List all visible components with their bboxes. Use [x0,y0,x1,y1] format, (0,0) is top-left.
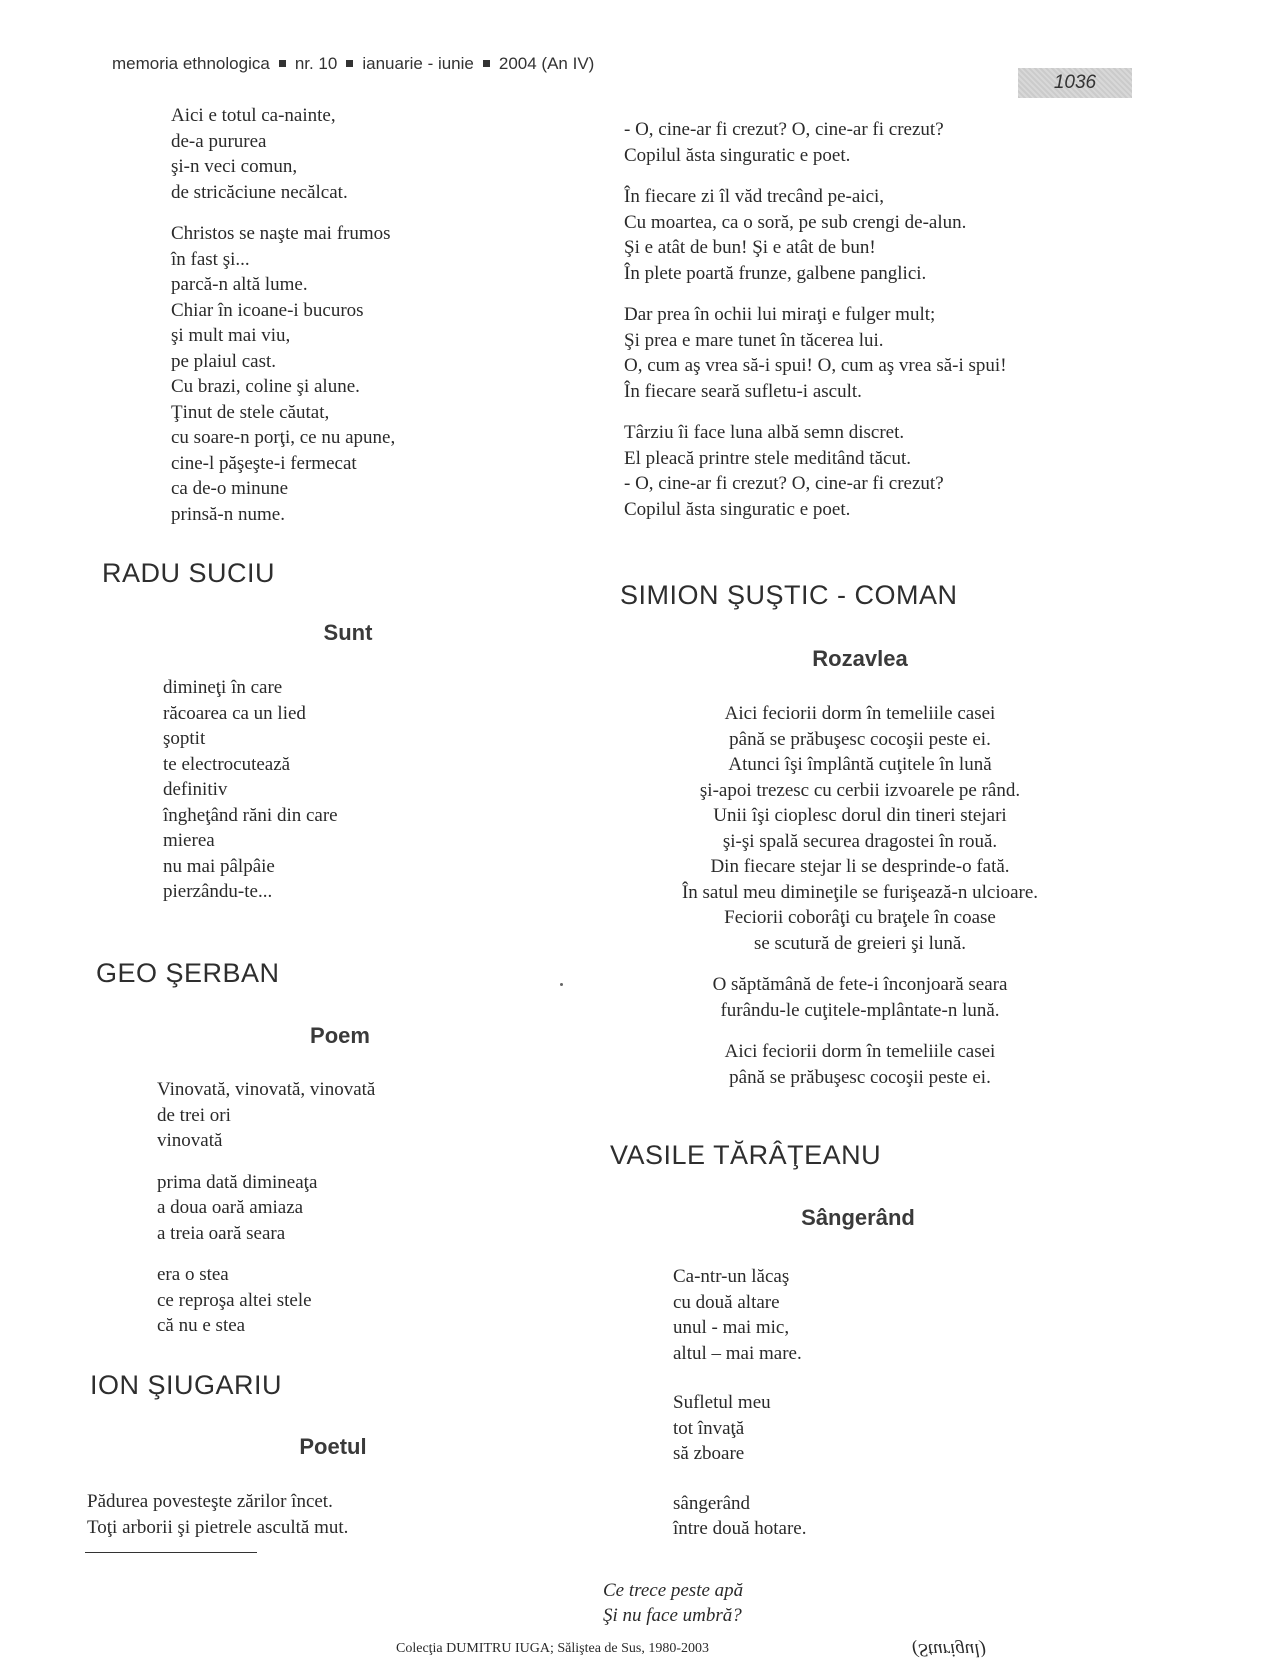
poem-continuation-right [624,117,1007,522]
verse-line: prima dată dimineaţa [157,1171,318,1193]
verse-line: unul - mai mic, [673,1317,790,1338]
riddle-line: Ce trece peste apă [603,1580,744,1601]
verse-line: era o stea [157,1264,229,1285]
issue-period: ianuarie - iunie [362,54,474,73]
verse-line: - O, cine-ar fi crezut? O, cine-ar fi crezut? [624,473,944,494]
verse-line: Cu brazi, coline şi alune. [171,376,360,397]
verse-line: a treia oară seara [157,1222,286,1244]
verse-line: Christos se naşte mai frumos [171,223,391,244]
verse-line: În fiecare seară sufletu-i ascult. [624,380,862,402]
verse-line: de stricăciune necălcat. [171,181,348,203]
verse-line: Unii îşi cioplesc dorul din tineri stejari [713,805,1007,826]
verse-line: de trei ori [157,1104,231,1126]
verse-line: Aici e totul ca-nainte, [171,105,336,126]
poem-body [157,1077,375,1339]
verse-line: Feciorii coborâţi cu braţele în coase [724,907,996,928]
verse-line: cine-l păşeşte-i fermecat [171,452,357,474]
poem-body [600,701,1120,1090]
divider [85,1552,257,1553]
collection-credit: Colecţia DUMITRU IUGA; Săliştea de Sus, 1980-2003 [396,1641,710,1656]
poem-title: Sângerând [801,1205,915,1230]
poem-title: Poem [310,1023,370,1048]
journal-name: memoria ethnologica [112,54,270,73]
separator-square-icon [483,60,490,67]
riddle-line: Şi nu face umbră? [603,1605,742,1626]
verse-line: se scutură de greieri şi lună. [753,932,967,954]
verse-line: şi-şi spală securea dragostei în rouă. [722,830,998,852]
verse-line: în fast şi... [171,248,250,270]
verse-line: şi-apoi trezesc cu cerbii izvoarele pe rând. [699,779,1021,801]
verse-line: între două hotare. [673,1518,807,1539]
verse-line: Târziu îi face luna albă semn discret. [624,422,905,443]
verse-line: tot învaţă [673,1417,745,1439]
author-name: SIMION ŞUŞTIC - COMAN [620,580,958,610]
verse-line: Aici feciorii dorm în temeliile casei [724,1041,996,1062]
issue-number: nr. 10 [294,54,338,73]
verse-line: că nu e stea [157,1315,246,1336]
verse-line: Chiar în icoane-i bucuros [171,299,364,321]
verse-line: ca de-o minune [171,478,289,499]
verse-line: Dar prea în ochii lui miraţi e fulger mult; [624,304,936,325]
verse-line: prinsă-n nume. [171,503,285,525]
verse-line: furându-le cuţitele-mplântate-n lună. [720,999,1000,1021]
verse-line: Toţi arborii şi pietrele ascultă mut. [87,1516,349,1538]
verse-line: îngheţând răni din care [163,804,338,826]
verse-line: şi mult mai viu, [171,325,291,346]
verse-line: şi-n veci comun, [171,156,298,177]
verse-line: parcă-n altă lume. [171,274,308,295]
verse-line: El pleacă printre stele meditând tăcut. [624,447,911,469]
verse-line: ce reproşa altei stele [157,1289,312,1311]
poem-body [163,675,338,905]
verse-line: să zboare [673,1443,745,1464]
separator-square-icon [346,60,353,67]
poem-title: Sunt [323,620,373,645]
verse-line: În plete poartă frunze, galbene panglici. [624,262,927,284]
verse-line: În satul meu dimineţile se furişează-n ulcioare. [681,881,1039,903]
separator-square-icon [279,60,286,67]
verse-line: până se prăbuşesc cocoşii peste ei. [729,1066,991,1088]
verse-line: Ca-ntr-un lăcaş [673,1266,790,1287]
verse-line: până se prăbuşesc cocoşii peste ei. [729,728,991,750]
verse-line: Sufletul meu [673,1392,771,1413]
verse-line: cu două altare [673,1291,780,1313]
verse-line: Aici feciorii dorm în temeliile casei [724,703,996,724]
poem-title: Rozavlea [812,646,908,671]
page-number: 1036 [1018,68,1132,98]
verse-line: Copilul ăsta singuratic e poet. [624,498,851,520]
verse-line: răcoarea ca un lied [163,702,306,724]
verse-line: vinovată [157,1130,223,1151]
verse-line: Vinovată, vinovată, vinovată [157,1079,376,1100]
verse-line: Pădurea povesteşte zărilor încet. [87,1491,333,1512]
verse-line: nu mai pâlpâie [163,855,275,877]
riddle [603,1578,743,1628]
verse-line: O săptămână de fete-i înconjoară seara [712,974,1008,995]
poem-body [87,1489,348,1540]
author-name: GEO ŞERBAN [96,958,280,988]
verse-line: altul – mai mare. [673,1342,802,1364]
verse-line: pierzându-te... [163,881,273,902]
author-name: RADU SUCIU [102,558,276,588]
poem-continuation-left [171,103,395,527]
verse-line: dimineţi în care [163,677,283,698]
verse-line: O, cum aş vrea să-i spui! O, cum aş vrea să-i spui! [624,355,1007,376]
verse-line: În fiecare zi îl văd trecând pe-aici, [624,186,885,207]
verse-line: pe plaiul cast. [171,350,276,372]
author-name: VASILE TĂRÂŢEANU [610,1140,882,1170]
verse-line: sângerând [673,1492,751,1514]
poem-body [673,1264,806,1542]
issue-year: 2004 (An IV) [498,54,595,73]
verse-line: - O, cine-ar fi crezut? O, cine-ar fi crezut? [624,119,944,140]
verse-line: şoptit [163,728,206,749]
speck [560,983,563,986]
verse-line: Ţinut de stele căutat, [171,401,330,423]
verse-line: definitiv [163,779,228,800]
poem-title: Poetul [299,1434,367,1459]
verse-line: Copilul ăsta singuratic e poet. [624,144,851,166]
verse-line: te electrocutează [163,753,291,775]
verse-line: Şi prea e mare tunet în tăcerea lui. [624,329,884,351]
verse-line: Şi e atât de bun! Şi e atât de bun! [624,237,876,258]
verse-line: a doua oară amiaza [157,1197,304,1218]
verse-line: de-a pururea [171,130,267,152]
verse-line: Atunci îşi împlântă cuţitele în lună [728,754,992,775]
verse-line: cu soare-n porţi, ce nu apune, [171,427,396,448]
journal-header [112,54,594,74]
verse-line: mierea [163,830,215,851]
verse-line: Cu moartea, ca o soră, pe sub crengi de-alun. [624,211,967,233]
riddle-answer-mirrored: (Sturigul) [912,1639,986,1660]
verse-line: Din fiecare stejar li se desprinde-o fată. [710,856,1010,877]
author-name: ION ŞIUGARIU [90,1370,283,1400]
